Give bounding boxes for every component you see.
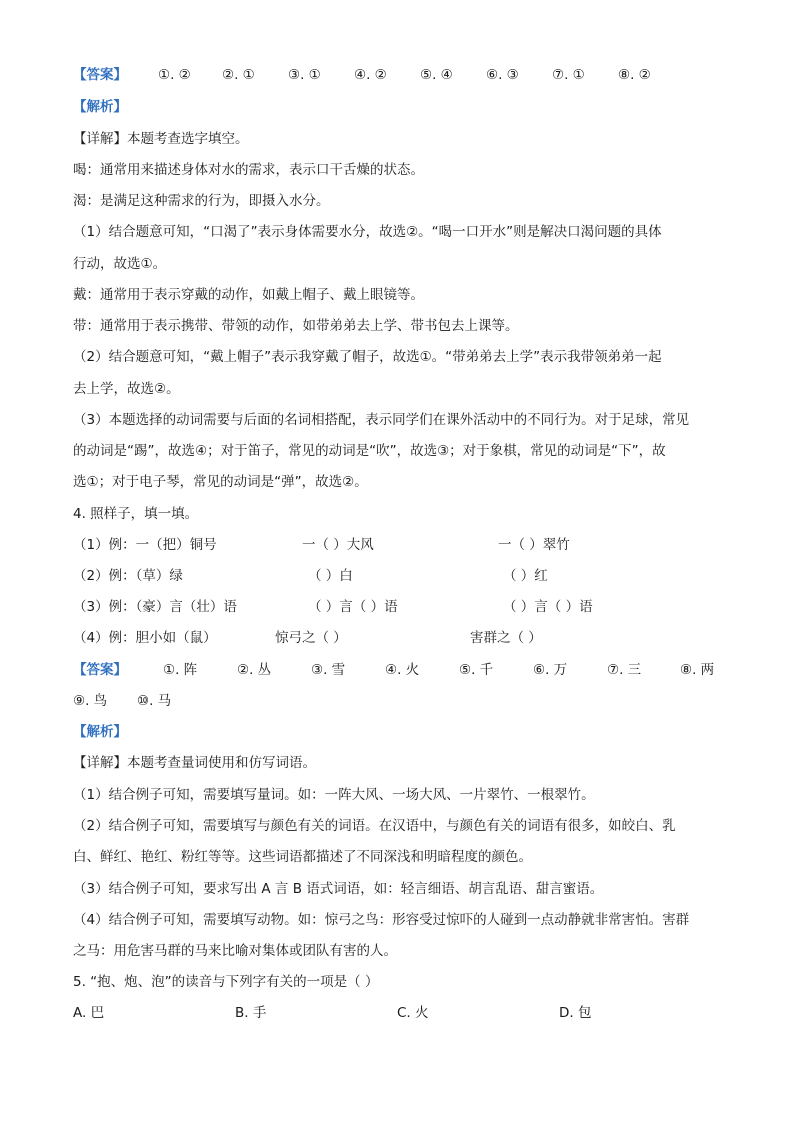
answer-label: 【答案】	[73, 67, 127, 83]
answer-item: ⑧. 两	[680, 662, 715, 678]
analysis-text: （3）本题选择的动词需要与后面的名词相搭配，表示同学们在课外活动中的不同行为。对于足球，常见	[73, 412, 690, 428]
answer-item: ⑩. 马	[137, 693, 172, 709]
q4-row-blank: （ ）言（ ）语	[503, 599, 593, 615]
answer-item: ④. 火	[385, 662, 420, 678]
analysis-text: 带：通常用于表示携带、带领的动作，如带弟弟去上学、带书包去上课等。	[73, 318, 519, 334]
analysis-text: 去上学，故选②。	[73, 381, 180, 397]
answer-item: ⑧. ②	[618, 67, 651, 83]
analysis-text: 行动，故选①。	[73, 256, 167, 272]
option-c[interactable]: C. 火	[397, 1005, 429, 1021]
analysis-label: 【解析】	[73, 99, 127, 115]
answer-item: ①. 阵	[163, 662, 198, 678]
detail-text: 本题考查量词使用和仿写词语。	[127, 755, 316, 771]
answer-item: ⑦. 三	[607, 662, 642, 678]
answer-item: ⑤. 千	[459, 662, 494, 678]
option-b[interactable]: B. 手	[235, 1005, 267, 1021]
detail-label: 【详解】	[73, 131, 127, 147]
analysis-text: （3）结合例子可知，要求写出 A 言 B 语式词语，如：轻言细语、胡言乱语、甜言蜜语。	[73, 881, 604, 897]
analysis-label: 【解析】	[73, 724, 127, 740]
answer-item: ③. 雪	[311, 662, 346, 678]
q3-answer-line	[73, 65, 127, 85]
answer-item: ⑥. 万	[533, 662, 568, 678]
q4-row-label: （2）例：（草）绿	[73, 568, 183, 584]
analysis-text: 白、鲜红、艳红、粉红等等。这些词语都描述了不同深浅和明暗程度的颜色。	[73, 849, 532, 865]
answer-label: 【答案】	[73, 662, 127, 678]
detail-text: 本题考查选字填空。	[127, 131, 249, 147]
q4-row-blank: （ ）白	[308, 568, 353, 584]
option-a[interactable]: A. 巴	[73, 1005, 105, 1021]
answer-item: ⑥. ③	[486, 67, 519, 83]
answer-item: ②. 丛	[237, 662, 272, 678]
question-title: 4. 照样子，填一填。	[73, 506, 199, 522]
q4-row-blank: 害群之（ ）	[470, 630, 542, 646]
answer-item: ③. ①	[288, 67, 321, 83]
analysis-text: 渴：是满足这种需求的行为，即摄入水分。	[73, 193, 330, 209]
analysis-text: 之马：用危害马群的马来比喻对集体或团队有害的人。	[73, 943, 397, 959]
detail-line	[73, 129, 249, 149]
analysis-text: （2）结合题意可知，“戴上帽子”表示我穿戴了帽子，故选①。“带弟弟去上学”表示我带领弟弟一起	[73, 349, 662, 365]
analysis-text: 的动词是“踢”，故选④；对于笛子，常见的动词是“吹”，故选③；对于象棋，常见的动词是“下”，故	[73, 443, 666, 459]
analysis-text: 戴：通常用于表示穿戴的动作，如戴上帽子、戴上眼镜等。	[73, 287, 424, 303]
analysis-text: （1）结合题意可知，“口渴了”表示身体需要水分，故选②。“喝一口开水”则是解决口渴问题的具体	[73, 224, 662, 240]
q4-row-label: （4）例：胆小如（鼠）	[73, 630, 217, 646]
answer-item: ⑤. ④	[420, 67, 453, 83]
detail-label: 【详解】	[73, 755, 127, 771]
q4-row-label: （1）例：一（把）铜号	[73, 537, 217, 553]
answer-item: ①. ②	[158, 67, 191, 83]
q4-row-blank: （ ）言（ ）语	[308, 599, 398, 615]
q4-row-blank: 惊弓之（ ）	[275, 630, 347, 646]
analysis-text: （2）结合例子可知，需要填写与颜色有关的词语。在汉语中，与颜色有关的词语有很多，如皎白、乳	[73, 818, 676, 834]
answer-item: ⑨. 鸟	[73, 693, 108, 709]
q4-row-blank: 一（ ）翠竹	[498, 537, 570, 553]
detail-line	[73, 753, 316, 773]
q4-row-label: （3）例：（豪）言（壮）语	[73, 599, 237, 615]
question-title: 5. “抱、炮、泡”的读音与下列字有关的一项是（ ）	[73, 974, 379, 990]
analysis-text: （4）结合例子可知，需要填写动物。如：惊弓之鸟：形容受过惊吓的人碰到一点动静就非常害怕。害群	[73, 912, 690, 928]
answer-item: ②. ①	[222, 67, 255, 83]
answer-item: ④. ②	[354, 67, 387, 83]
analysis-text: （1）结合例子可知，需要填写量词。如：一阵大风、一场大风、一片翠竹、一根翠竹。	[73, 787, 595, 803]
analysis-text: 选①；对于电子琴，常见的动词是“弹”，故选②。	[73, 474, 368, 490]
q4-row-blank: （ ）红	[503, 568, 548, 584]
analysis-text: 喝：通常用来描述身体对水的需求，表示口干舌燥的状态。	[73, 162, 424, 178]
q4-row-blank: 一（ ）大风	[302, 537, 374, 553]
answer-item: ⑦. ①	[552, 67, 585, 83]
option-d[interactable]: D. 包	[559, 1005, 592, 1021]
